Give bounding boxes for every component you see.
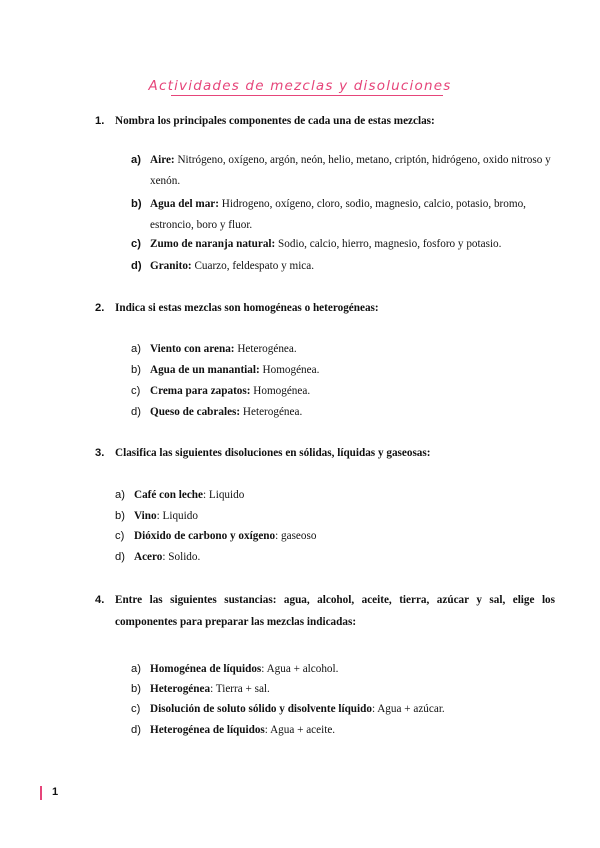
question-4: [95, 589, 555, 633]
item-answer: : Tierra + sal.: [210, 683, 270, 695]
item-label: d): [115, 551, 125, 563]
question-number: 4.: [95, 594, 105, 606]
item-term: Homogénea de líquidos: [150, 663, 262, 675]
item-term: Acero: [134, 551, 163, 563]
list-item: [115, 547, 545, 568]
page-number: 1: [52, 786, 59, 798]
item-term: Disolución de soluto sólido y disolvente líquido: [150, 703, 372, 715]
question-text: Indica si estas mezclas son homogéneas o heterogéneas:: [115, 302, 379, 314]
item-label: b): [131, 683, 141, 695]
item-answer: Sodio, calcio, hierro, magnesio, fosforo y potasio.: [275, 238, 502, 250]
item-term: Agua del mar:: [150, 198, 219, 210]
list-item: [131, 720, 561, 741]
item-term: Granito:: [150, 260, 192, 272]
list-item: [115, 506, 545, 527]
list-item: [131, 402, 561, 423]
item-answer: Heterogénea.: [240, 406, 303, 418]
item-term: Heterogénea de líquidos: [150, 724, 265, 736]
list-item: [131, 679, 561, 700]
item-answer: Homogénea.: [259, 364, 320, 376]
item-label: c): [131, 238, 141, 250]
item-term: Crema para zapatos:: [150, 385, 251, 397]
item-answer: : Agua + azúcar.: [371, 703, 445, 715]
item-label: d): [131, 406, 141, 418]
item-label: d): [131, 724, 141, 736]
list-item: [115, 526, 545, 547]
list-item: [131, 234, 561, 255]
item-term: Heterogénea: [150, 683, 211, 695]
item-label: a): [115, 489, 125, 501]
list-item: [131, 339, 561, 360]
item-label: a): [131, 343, 141, 355]
footer-accent-bar: [40, 786, 42, 800]
item-answer: Cuarzo, feldespato y mica.: [191, 260, 315, 272]
list-item: [131, 381, 561, 402]
item-answer: : Solido.: [162, 551, 201, 563]
item-answer: : Liquido: [202, 489, 245, 501]
item-label: a): [131, 663, 141, 675]
list-item: [131, 699, 561, 720]
question-text: Clasifica las siguientes disoluciones en sólidas, líquidas y gaseosas:: [115, 447, 431, 459]
item-label: a): [131, 154, 141, 166]
item-answer: : Agua + alcohol.: [261, 663, 339, 675]
list-item: [131, 659, 561, 680]
list-item: [131, 150, 561, 192]
item-label: b): [131, 364, 141, 376]
item-term: Dióxido de carbono y oxígeno: [134, 530, 276, 542]
item-answer: : Agua + aceite.: [264, 724, 336, 736]
item-answer: Homogénea.: [250, 385, 311, 397]
question-1: [95, 110, 555, 132]
item-label: c): [131, 703, 141, 715]
question-number: 3.: [95, 447, 105, 459]
page-title: Actividades de mezclas y disoluciones: [148, 78, 452, 94]
question-text: Entre las siguientes sustancias: agua, alcohol, aceite, tierra, azúcar y sal, elige los componentes para preparar las mezclas indicadas:: [115, 594, 555, 628]
item-answer: : gaseoso: [275, 530, 317, 542]
item-term: Viento con arena:: [150, 343, 235, 355]
item-term: Queso de cabrales:: [150, 406, 241, 418]
item-answer: Hidrogeno, oxígeno, cloro, sodio, magnesio, calcio, potasio, bromo, estroncio, boro y fluor.: [150, 198, 526, 231]
item-answer: Nitrógeno, oxígeno, argón, neón, helio, metano, criptón, hidrógeno, oxido nitroso y xenón.: [150, 154, 551, 187]
list-item: [131, 194, 561, 236]
item-label: c): [131, 385, 141, 397]
item-label: b): [115, 510, 125, 522]
item-term: Vino: [134, 510, 157, 522]
list-item: [131, 360, 561, 381]
item-term: Aire:: [150, 154, 175, 166]
question-number: 2.: [95, 302, 105, 314]
item-label: d): [131, 260, 142, 272]
item-label: c): [115, 530, 125, 542]
item-term: Agua de un manantial:: [150, 364, 260, 376]
title-underline: [171, 95, 443, 96]
item-answer: : Liquido: [156, 510, 198, 522]
item-term: Café con leche: [134, 489, 203, 501]
item-answer: Heterogénea.: [234, 343, 297, 355]
question-text: Nombra los principales componentes de cada una de estas mezclas:: [115, 115, 435, 127]
question-3: [95, 442, 555, 464]
question-number: 1.: [95, 115, 105, 127]
list-item: [131, 256, 561, 277]
question-2: [95, 297, 555, 319]
list-item: [115, 485, 545, 506]
item-term: Zumo de naranja natural:: [150, 238, 276, 250]
item-label: b): [131, 198, 142, 210]
